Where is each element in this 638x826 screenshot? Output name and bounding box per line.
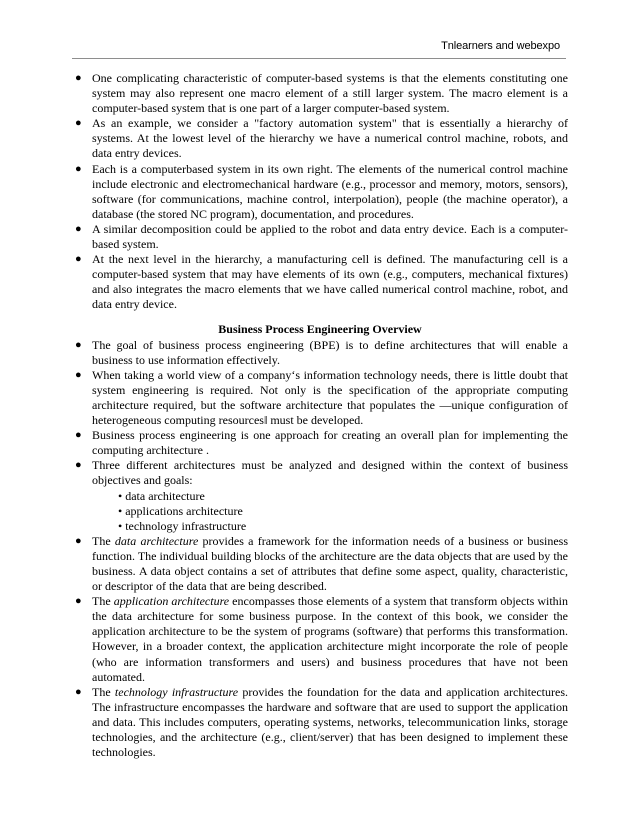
paragraph-text: Each is a computerbased system in its own right. The elements of the numerical control machine include electronic and electromechanical hardware (e.g., processor and memory, motors, sensors), software (for communications, machine control, interpolation), people (the machine operator), a database (the stored NC program), documentation, and procedures. [92,161,568,221]
paragraph-text: Three different architectures must be analyzed and designed within the context of business objectives and goals: [92,458,568,488]
page-header: Tnlearners and webexpo [441,40,560,52]
list-item [72,222,568,252]
page-body [72,71,568,760]
paragraph-text: As an example, we consider a "factory automation system" that is essentially a hierarchy of systems. At the lowest level of the hierarchy we have a numerical control machine, robots, and data entry devices. [92,116,568,161]
bullet-icon: ● [75,222,82,235]
architecture-sublist [92,489,568,534]
bullet-icon: ● [75,368,82,381]
paragraph-text: Business process engineering is one approach for creating an overall plan for implementing the computing architecture . [92,428,568,458]
bullet-icon: ● [75,685,82,698]
bullet-icon: ● [75,534,82,547]
italic-term: technology infrastructure [114,684,239,699]
list-item [72,428,568,458]
text-fragment: encompasses those elements of a system that transform objects within the data architecture for some business purpose. In the context of this book, we consider the application architecture to be the system of programs (software) that performs this transformation. However, in a broader context, the application architecture might incorporate the role of people (who are information transformers and users) and business procedures that have not been automated. [92,594,569,684]
header-divider [72,58,566,59]
paragraph-text: At the next level in the hierarchy, a manufacturing cell is defined. The manufacturing cell is a computer-based system that may have elements of its own (e.g., computers, mechanical fixtures) and also integrates the macro elements that we have called numerical control machine, robot, and data entry device. [92,252,568,312]
text-fragment: provides the foundation for the data and application architectures. The infrastructure encompasses the hardware and software that are used to support the application and data. This includes computers, operating systems, networks, telecommunication links, storage technologies, and the architecture (e.g., client/server) that has been designed to implement these technologies. [92,684,568,760]
sublist-item: • technology infrastructure [118,518,247,533]
list-item [72,116,568,161]
bullet-icon: ● [75,429,82,442]
list-item [72,594,568,685]
list-item [72,338,568,368]
list-item [72,252,568,312]
sublist-item: • applications architecture [118,503,243,518]
bullet-icon: ● [75,162,82,175]
bullet-icon: ● [75,117,82,130]
bullet-icon: ● [75,459,82,472]
paragraph-text: A similar decomposition could be applied to the robot and data entry device. Each is a computer-based system. [92,221,568,252]
bullet-icon: ● [75,595,82,608]
text-fragment: The [92,533,115,548]
text-fragment: The [92,684,115,699]
paragraph-text: One complicating characteristic of computer-based systems is that the elements constituting one system may also represent one macro element of a still larger system. The macro element is a computer-based system that is one part of a larger computer-based system. [92,71,568,116]
list-item [72,458,568,533]
bullet-list-systems [72,71,568,313]
bullet-list-bpe [72,338,568,761]
list-item [72,685,568,760]
text-fragment: provides a framework for the information needs of a business or business function. The individual building blocks of the architecture are the data objects that are used by the business. A data object contains a set of attributes that define some aspect, quality, characteristic, or descriptor of the data that are being described. [92,533,568,594]
italic-term: data architecture [114,533,199,548]
list-item [72,534,568,594]
list-item [72,162,568,222]
paragraph-text: When taking a world view of a company‘s information technology needs, there is little doubt that system engineering is required. Not only is the specification of the appropriate computing architecture required, but the software architecture that populates the ―unique configuration of heterogeneous computing resources‖ must be developed. [92,367,568,428]
list-item [72,368,568,428]
section-heading: Business Process Engineering Overview [218,321,422,336]
italic-term: application architecture [113,594,230,609]
bullet-icon: ● [75,338,82,351]
list-item [72,71,568,116]
text-fragment: The [92,594,114,609]
bullet-icon: ● [75,72,82,84]
bullet-icon: ● [75,253,82,266]
paragraph-text: The goal of business process engineering (BPE) is to define architectures that will enable a business to use information effectively. [92,337,568,367]
sublist-item: • data architecture [118,488,205,503]
